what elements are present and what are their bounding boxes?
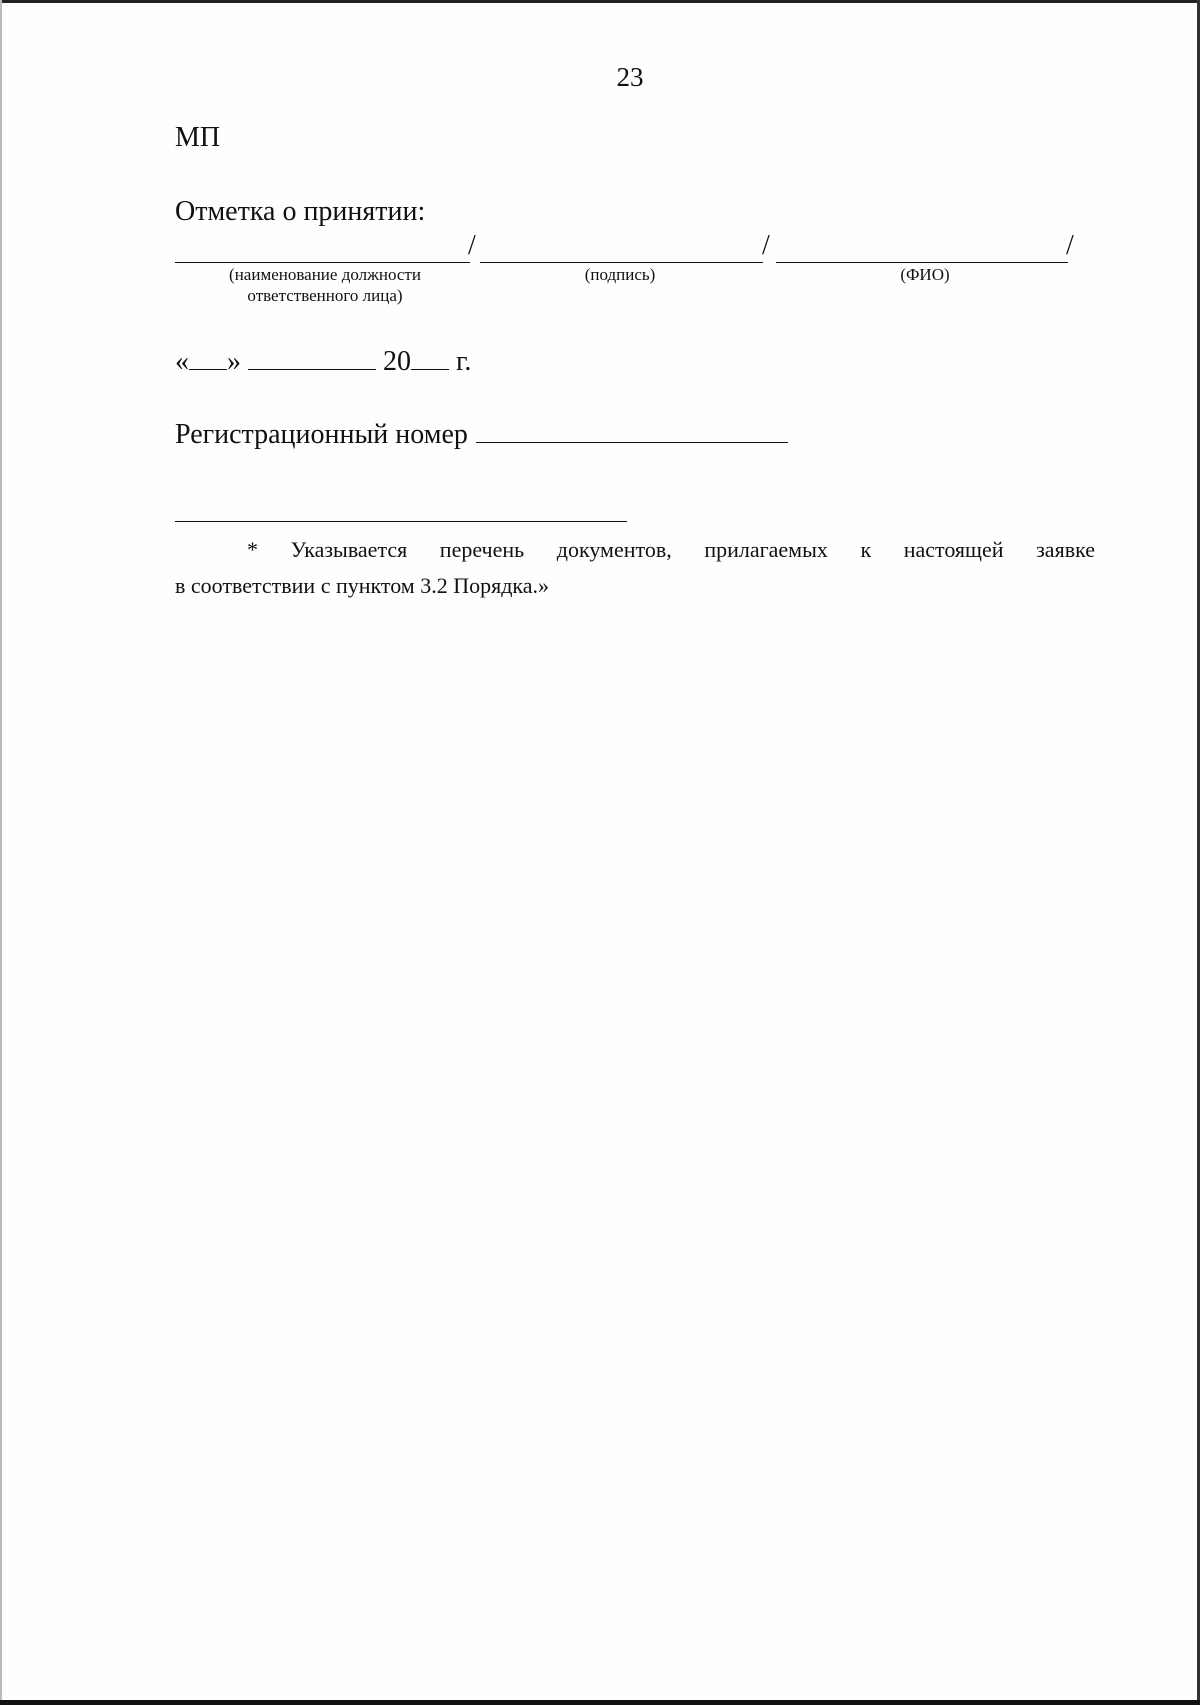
footnote-line-1: * Указывается перечень документов, прилагаемых к настоящей заявке bbox=[247, 537, 1095, 562]
month-blank bbox=[248, 345, 376, 370]
date-century: 20 bbox=[383, 346, 411, 377]
registration-number-blank bbox=[476, 418, 788, 443]
registration-row bbox=[175, 418, 788, 451]
scan-edge-bottom bbox=[0, 1700, 1200, 1705]
footnote bbox=[175, 532, 1095, 604]
full-name-blank-line bbox=[776, 262, 1068, 263]
signature-blank-line bbox=[480, 262, 763, 263]
date-year-suffix: г. bbox=[456, 346, 472, 377]
separator-slash: / bbox=[468, 230, 476, 261]
date-open-quote: « bbox=[175, 346, 189, 377]
footnote-line-2: в соответствии с пунктом 3.2 Порядка.» bbox=[175, 573, 550, 598]
stamp-placeholder-label: МП bbox=[175, 122, 221, 153]
scan-edge-left bbox=[0, 0, 2, 1705]
separator-slash: / bbox=[1066, 230, 1074, 261]
day-blank bbox=[189, 345, 227, 370]
page-number: 23 bbox=[616, 62, 644, 92]
acceptance-heading: Отметка о принятии: bbox=[175, 196, 426, 227]
position-caption: (наименование должности ответственного лица) bbox=[229, 265, 421, 305]
position-blank-line bbox=[175, 262, 470, 263]
footnote-separator bbox=[175, 521, 627, 522]
full-name-caption: (ФИО) bbox=[900, 265, 950, 284]
date-row bbox=[175, 345, 471, 378]
date-close-quote: » bbox=[227, 346, 241, 377]
separator-slash: / bbox=[762, 230, 770, 261]
signature-caption: (подпись) bbox=[584, 265, 656, 284]
year-blank bbox=[411, 345, 449, 370]
registration-label: Регистрационный номер bbox=[175, 419, 468, 450]
scan-edge-top bbox=[0, 0, 1200, 3]
